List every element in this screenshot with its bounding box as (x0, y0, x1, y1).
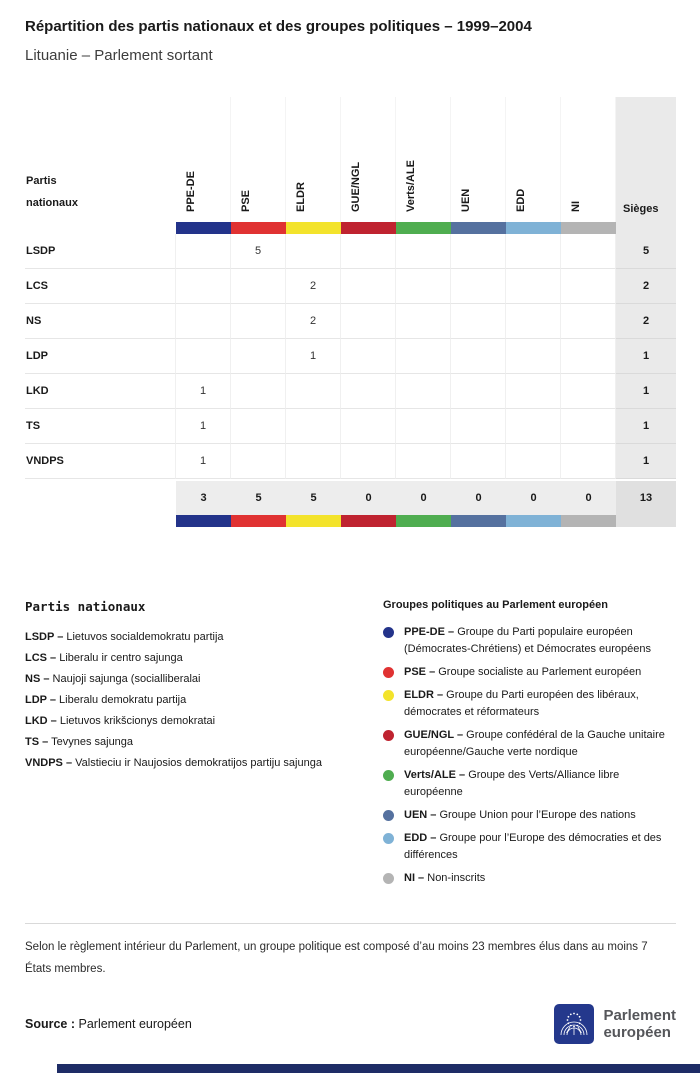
group-column-header (396, 97, 451, 222)
party-name: LDP (25, 339, 176, 374)
bottom-bar (57, 1064, 700, 1073)
legends-section (25, 599, 676, 893)
source-value: Parlement européen (78, 1017, 192, 1031)
party-full-name: Liberalu ir centro sajunga (56, 652, 183, 664)
seat-count-cell (396, 269, 451, 304)
seat-count-cell (451, 409, 506, 444)
seat-count-cell (176, 269, 231, 304)
party-sieges-total: 5 (616, 234, 676, 269)
group-color-bar (341, 515, 396, 527)
group-color-dot (383, 833, 394, 844)
seat-count-cell (506, 374, 561, 409)
group-column-header (506, 97, 561, 222)
group-total-cell: 3 (176, 479, 231, 515)
seat-count-cell (341, 304, 396, 339)
seat-count-cell (506, 304, 561, 339)
group-column-header-label: EDD (515, 188, 527, 212)
footer (25, 1004, 676, 1044)
group-column-header (341, 97, 396, 222)
group-column-header (176, 97, 231, 222)
seats-table-wrap (25, 97, 676, 527)
group-color-dot (383, 690, 394, 701)
group-full-name: Groupe confédéral de la Gauche unitaire européenne/Gauche verte nordique (404, 729, 665, 758)
seat-count-cell (231, 304, 286, 339)
seat-count-cell (451, 374, 506, 409)
seat-count-cell (451, 304, 506, 339)
seat-count-cell (176, 234, 231, 269)
seat-count-cell (286, 374, 341, 409)
seat-count-cell (231, 269, 286, 304)
group-total-cell: 5 (286, 479, 341, 515)
group-color-dot (383, 810, 394, 821)
seat-count-cell (341, 234, 396, 269)
seat-count-cell (561, 269, 616, 304)
party-sieges-total: 1 (616, 444, 676, 479)
party-abbr: NS – (25, 673, 50, 685)
group-column-header (451, 97, 506, 222)
party-legend-item (25, 711, 347, 732)
group-total-cell: 0 (341, 479, 396, 515)
party-full-name: Lietuvos socialdemokratu partija (63, 631, 224, 643)
party-sieges-total: 1 (616, 374, 676, 409)
party-full-name: Naujoji sajunga (socialliberalai (49, 673, 201, 685)
group-column-header-label: GUE/NGL (350, 161, 362, 212)
party-full-name: Lietuvos krikšcionys demokratai (56, 715, 216, 727)
page-subtitle: Lituanie – Parlement sortant (25, 47, 213, 64)
group-legend-items (383, 624, 676, 887)
group-description (404, 624, 676, 658)
colorbar-spacer (25, 222, 176, 234)
group-color-bar (561, 515, 616, 527)
seat-count-cell (506, 409, 561, 444)
party-legend-item (25, 627, 347, 648)
divider-rule (25, 923, 676, 924)
group-color-dot (383, 667, 394, 678)
group-description (404, 664, 641, 681)
party-sieges-total: 1 (616, 339, 676, 374)
parlement-europeen-logo (554, 1004, 676, 1044)
group-full-name: Groupe pour l’Europe des démocraties et des différences (404, 832, 662, 861)
table-corner-header-label: Partis nationaux (26, 175, 78, 209)
group-legend-item (383, 687, 676, 721)
group-abbr: PPE-DE – (404, 626, 455, 638)
group-legend-item (383, 624, 676, 658)
seat-count-cell (176, 339, 231, 374)
group-color-bar (396, 515, 451, 527)
seat-count-cell: 1 (176, 444, 231, 479)
party-sieges-total: 2 (616, 269, 676, 304)
seat-count-cell (451, 444, 506, 479)
seat-count-cell (396, 444, 451, 479)
seat-count-cell: 2 (286, 269, 341, 304)
seat-count-cell (341, 339, 396, 374)
group-description (404, 767, 676, 801)
group-legend-title: Groupes politiques au Parlement européen (383, 599, 608, 611)
party-abbr: LCS – (25, 652, 57, 664)
group-abbr: NI – (404, 872, 425, 884)
sieges-column-header (616, 97, 676, 222)
seat-count-cell (396, 339, 451, 374)
colorbar-spacer (25, 515, 176, 527)
group-color-bar (451, 515, 506, 527)
party-name: LKD (25, 374, 176, 409)
seat-count-cell (231, 444, 286, 479)
group-abbr: ELDR – (404, 689, 444, 701)
party-name: LCS (25, 269, 176, 304)
party-legend (25, 599, 383, 893)
group-description (404, 727, 676, 761)
party-legend-item (25, 648, 347, 669)
group-column-header-label: ELDR (295, 182, 307, 212)
seat-count-cell: 2 (286, 304, 341, 339)
seat-count-cell (451, 234, 506, 269)
sieges-colorbar (616, 222, 676, 234)
group-color-dot (383, 770, 394, 781)
group-color-dot (383, 873, 394, 884)
group-color-dot (383, 730, 394, 741)
party-legend-items (25, 627, 383, 774)
group-description (404, 870, 485, 887)
party-name: VNDPS (25, 444, 176, 479)
page-title: Répartition des partis nationaux et des groupes politiques – 1999–2004 (25, 18, 532, 35)
party-abbr: LDP – (25, 694, 56, 706)
group-color-bar (561, 222, 616, 234)
seat-count-cell (341, 409, 396, 444)
seat-count-cell (561, 409, 616, 444)
group-color-bar (506, 515, 561, 527)
seat-count-cell (561, 339, 616, 374)
group-description (404, 687, 676, 721)
party-name: NS (25, 304, 176, 339)
group-color-bar (176, 222, 231, 234)
party-abbr: TS – (25, 736, 49, 748)
group-full-name: Groupe du Parti européen des libéraux, démocrates et réformateurs (404, 689, 639, 718)
party-name: TS (25, 409, 176, 444)
group-full-name: Groupe des Verts/Alliance libre européenne (404, 769, 620, 798)
group-column-header-label: NI (570, 201, 582, 212)
ep-hemicycle-icon (554, 1004, 594, 1044)
sieges-colorbar (616, 515, 676, 527)
logo-line-1: Parlement (603, 1006, 676, 1024)
source-label: Source : (25, 1017, 76, 1031)
group-legend-item (383, 807, 676, 824)
group-legend-item (383, 830, 676, 864)
group-column-header-label: PPE-DE (185, 171, 197, 212)
seat-count-cell (231, 374, 286, 409)
group-legend-item (383, 664, 676, 681)
group-total-cell: 0 (396, 479, 451, 515)
party-sieges-total: 1 (616, 409, 676, 444)
party-abbr: LKD – (25, 715, 57, 727)
seat-count-cell (176, 304, 231, 339)
group-color-bar (341, 222, 396, 234)
group-full-name: Groupe Union pour l’Europe des nations (436, 809, 636, 821)
party-full-name: Tevynes sajunga (48, 736, 134, 748)
footnote-text: Selon le règlement intérieur du Parlement, un groupe politique est composé d’au moins 23 membres élus dans au moins 7 États membres. (25, 941, 648, 975)
seat-count-cell (286, 409, 341, 444)
party-legend-title: Partis nationaux (25, 599, 146, 614)
seat-count-cell (451, 269, 506, 304)
seat-count-cell (396, 374, 451, 409)
party-legend-item (25, 753, 347, 774)
group-color-bar (231, 222, 286, 234)
seat-count-cell (396, 234, 451, 269)
seat-count-cell (506, 444, 561, 479)
group-column-header (231, 97, 286, 222)
seat-count-cell (561, 304, 616, 339)
group-color-bar (396, 222, 451, 234)
group-color-bar (506, 222, 561, 234)
logo-wordmark (603, 1007, 676, 1042)
seat-count-cell (561, 234, 616, 269)
table-corner-header (25, 97, 176, 222)
group-full-name: Non-inscrits (424, 872, 486, 884)
group-column-header-label: Verts/ALE (405, 160, 417, 212)
seat-count-cell: 1 (176, 409, 231, 444)
seat-count-cell (506, 339, 561, 374)
seat-count-cell (561, 374, 616, 409)
group-column-header (561, 97, 616, 222)
seat-count-cell (341, 444, 396, 479)
seat-count-cell (231, 339, 286, 374)
group-legend-item (383, 767, 676, 801)
group-color-bar (176, 515, 231, 527)
seat-count-cell (451, 339, 506, 374)
group-legend-item (383, 727, 676, 761)
group-color-dot (383, 627, 394, 638)
party-abbr: LSDP – (25, 631, 64, 643)
party-legend-item (25, 669, 347, 690)
party-full-name: Valstieciu ir Naujosios demokratijos partiju sajunga (72, 757, 322, 769)
group-abbr: UEN – (404, 809, 437, 821)
party-legend-item (25, 732, 347, 753)
seat-count-cell (396, 409, 451, 444)
seat-count-cell (341, 374, 396, 409)
group-abbr: GUE/NGL – (404, 729, 464, 741)
group-column-header-label: UEN (460, 188, 472, 212)
seats-table (25, 97, 676, 527)
party-name: LSDP (25, 234, 176, 269)
seat-count-cell: 1 (286, 339, 341, 374)
group-color-bar (231, 515, 286, 527)
group-total-cell: 0 (451, 479, 506, 515)
group-description (404, 830, 676, 864)
group-full-name: Groupe socialiste au Parlement européen (435, 666, 642, 678)
group-description (404, 807, 636, 824)
seat-count-cell (231, 409, 286, 444)
group-full-name: Groupe du Parti populaire européen (Démocrates-Chrétiens) et Démocrates européens (404, 626, 651, 655)
group-total-cell: 0 (506, 479, 561, 515)
seat-count-cell (286, 444, 341, 479)
seat-count-cell: 1 (176, 374, 231, 409)
group-column-header-label: PSE (240, 189, 252, 212)
party-sieges-total: 2 (616, 304, 676, 339)
group-legend-item (383, 870, 676, 887)
group-column-header (286, 97, 341, 222)
seat-count-cell (341, 269, 396, 304)
group-color-bar (451, 222, 506, 234)
party-legend-item (25, 690, 347, 711)
group-abbr: EDD – (404, 832, 437, 844)
totals-spacer (25, 479, 176, 515)
group-color-bar (286, 222, 341, 234)
seat-count-cell (506, 269, 561, 304)
group-abbr: Verts/ALE – (404, 769, 466, 781)
group-total-cell: 0 (561, 479, 616, 515)
sieges-grand-total: 13 (616, 479, 676, 515)
party-abbr: VNDPS – (25, 757, 73, 769)
group-abbr: PSE – (404, 666, 436, 678)
group-legend (383, 599, 676, 893)
seat-count-cell (396, 304, 451, 339)
source-line (25, 1017, 192, 1031)
sieges-column-header-label: Sièges (623, 203, 659, 215)
group-total-cell: 5 (231, 479, 286, 515)
seat-count-cell (506, 234, 561, 269)
group-color-bar (286, 515, 341, 527)
logo-line-2: européen (603, 1024, 671, 1041)
seat-count-cell (286, 234, 341, 269)
seat-count-cell: 5 (231, 234, 286, 269)
party-full-name: Liberalu demokratu partija (55, 694, 187, 706)
seat-count-cell (561, 444, 616, 479)
